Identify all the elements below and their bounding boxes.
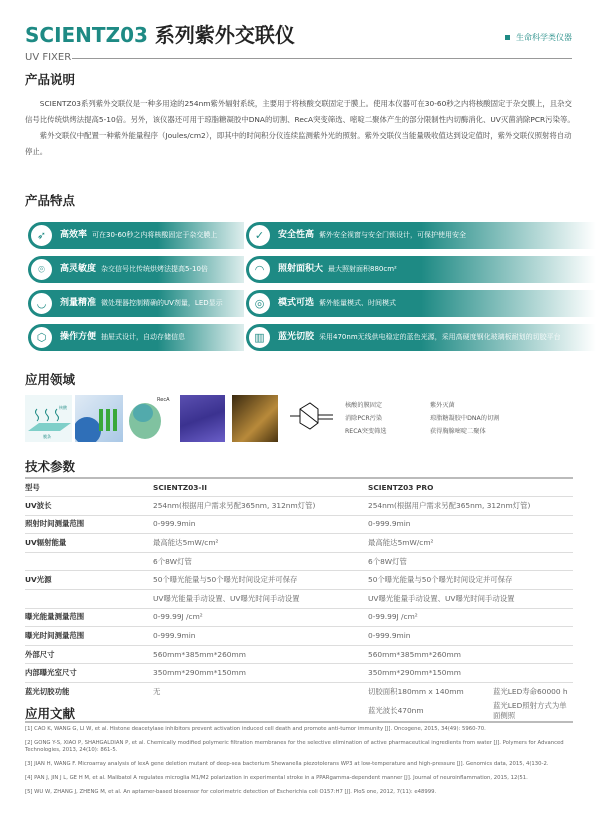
rocket-icon: ➶ (29, 223, 54, 248)
applications-list: 核酸的膜固定 紫外灭菌 消除PCR污染 琼脂糖凝胶中DNA的切割 RECA突变筛选 获得胸腺嘧啶二聚体 (345, 402, 500, 435)
feature-item: ◡ 剂量精准 微处理器控制精确的UV剂量，LED显示 (28, 290, 244, 317)
feature-item: ✓ 安全性高 紫外安全视窗与安全门锁设计，可保护使用安全 (246, 222, 596, 249)
feature-item: ⌾ 高灵敏度 杂交信号比传统烘烤法提高5-10倍 (28, 256, 244, 283)
table-row: 外部尺寸 560mm*385mm*260mm 560mm*385mm*260mm (25, 645, 573, 664)
table-row: UV光源 50个曝光能量与50个曝光时间设定并可保存 50个曝光能量与50个曝光时间设定并可保存 (25, 571, 573, 590)
description-heading: 产品说明 (25, 72, 76, 87)
table-row: 曝光时间测量范围 0-999.9min 0-999.9min (25, 627, 573, 646)
divider (72, 58, 572, 59)
feature-item: ◎ 模式可选 紫外能量模式、时间模式 (246, 290, 596, 317)
antenna-icon: ⌾ (29, 257, 54, 282)
reference-item: [2] GONG Y-S, XIAO P, SHAHGALDIAN P, et al. Chemically modified polymeric filtration membranes for the selective elimination of active pharmaceutical ingredients from water [J]. Polymers for Advanced Technologies, 2013, 24(10): 861-5. (25, 740, 564, 753)
table-row: 蓝光波长470nm 蓝光LED照射方式为单面侧照 (368, 701, 567, 721)
applications-heading: 应用领域 (25, 372, 76, 387)
description-text: SCIENTZ03系列紫外交联仪是一种多用途的254nm紫外辐射系统，主要用于将核酸交联固定于膜上。使用本仪器可在30-60秒之内将核酸固定于杂交膜上，且杂交信号比传统烘烤法提高5-10倍。另外，该仪器还可用于琼脂糖凝胶中DNA的切割、RecA突变筛选、嘧啶二聚体产生的部分限制性内切酶消化、UV灭菌消除PCR污染等。 紫外交联仪中配置一种紫外能量程序（Joules/cm2），即其中的时间积分仪连续监测紫外光的照射。紫外交联仪当能量吸收值达到设定值时，紫外交联仪照射将自动停止。 (25, 99, 575, 156)
table-row: UV辐射能量 最高能达5mW/cm² 最高能达5mW/cm² (25, 534, 573, 553)
cube-icon: ⬡ (29, 325, 54, 350)
reference-item: [3] JIAN H, WANG F. Microarray analysis of lexA gene deletion mutant of deep-sea bacterium Shewanella piezotolerans WP3 at low-temperature and high-pressure [J]. Genomics data, 2015, 4(130-2. (25, 761, 549, 767)
reference-item: [4] PAN J, JIN J L, GE H M, et al. Malibatol A regulates microglia M1/M2 polarization in experimental stroke in a PPARgamma-dependent manner [J]. Journal of neuroinflammation, 2015, 12(51. (25, 775, 528, 781)
table-row: 6个8W灯管 6个8W灯管 (25, 552, 573, 571)
reference-item: [1] CAO K, WANG G, LI W, et al. Histone deacetylase inhibitors prevent activation induced cell death and promote anti-tumor immunity [J]. Oncogene, 2015, 34(49): 5960-70. (25, 726, 486, 732)
page-title: SCIENTZ03 系列紫外交联仪 (25, 23, 295, 47)
table-row: UV波长 254nm(根据用户需求另配365nm, 312nm灯管) 254nm(根据用户需求另配365nm, 312nm灯管) (25, 497, 573, 516)
dial-icon: ◡ (29, 291, 54, 316)
gel-cutting-photo (232, 395, 278, 442)
feature-item: ◠ 照射面积大 最大照射面积880cm² (246, 256, 596, 283)
references-list (25, 726, 580, 803)
gel-photo (180, 395, 225, 442)
table-row: 蓝光切胶功能 无 切胶面积180mm x 140mm 蓝光LED寿命60000 h (25, 687, 568, 697)
rings-icon: ◎ (247, 291, 272, 316)
pcr-tubes-photo (75, 395, 123, 442)
reca-protein-image: RecA (127, 395, 175, 442)
reference-item: [5] WU W, ZHANG J, ZHENG M, et al. An aptamer-based biosensor for colorimetric detection of Escherichia coli O157:H7 [J]. PloS one, 2012, 7(11): e48999. (25, 789, 437, 795)
membrane-illustration: 核酸 膜条 (25, 395, 72, 442)
specs-table (25, 477, 573, 723)
subtitle: UV FIXER (25, 52, 72, 63)
table-row: 照射时间测量范围 0-999.9min 0-999.9min (25, 515, 573, 534)
dimer-structure (285, 395, 340, 442)
category-label: 生命科学类仪器 (505, 33, 572, 43)
lamp-icon: ◠ (247, 257, 272, 282)
references-heading: 应用文献 (25, 706, 76, 721)
table-row: UV曝光能量手动设置、UV曝光时间手动设置 UV曝光能量手动设置、UV曝光时间手动设置 (25, 590, 573, 609)
gel-icon: ▥ (247, 325, 272, 350)
features-heading: 产品特点 (25, 193, 76, 208)
shield-check-icon: ✓ (247, 223, 272, 248)
table-row: 内部曝光室尺寸 350mm*290mm*150mm 350mm*290mm*150mm (25, 664, 573, 683)
table-row: 曝光能量测量范围 0-99.99J /cm² 0-99.99J /cm² (25, 608, 573, 627)
table-header-row: 型号 SCIENTZ03-II SCIENTZ03 PRO (25, 478, 573, 497)
specs-heading: 技术参数 (25, 459, 76, 474)
feature-item: ➶ 高效率 可在30-60秒之内将核酸固定于杂交膜上 (28, 222, 244, 249)
feature-item: ⬡ 操作方便 抽屉式设计，自动存储信息 (28, 324, 244, 351)
feature-item: ▥ 蓝光切胶 采用470nm无线供电稳定的蓝色光源，采用高硬度钢化玻璃板耐划的切胶平台 (246, 324, 596, 351)
